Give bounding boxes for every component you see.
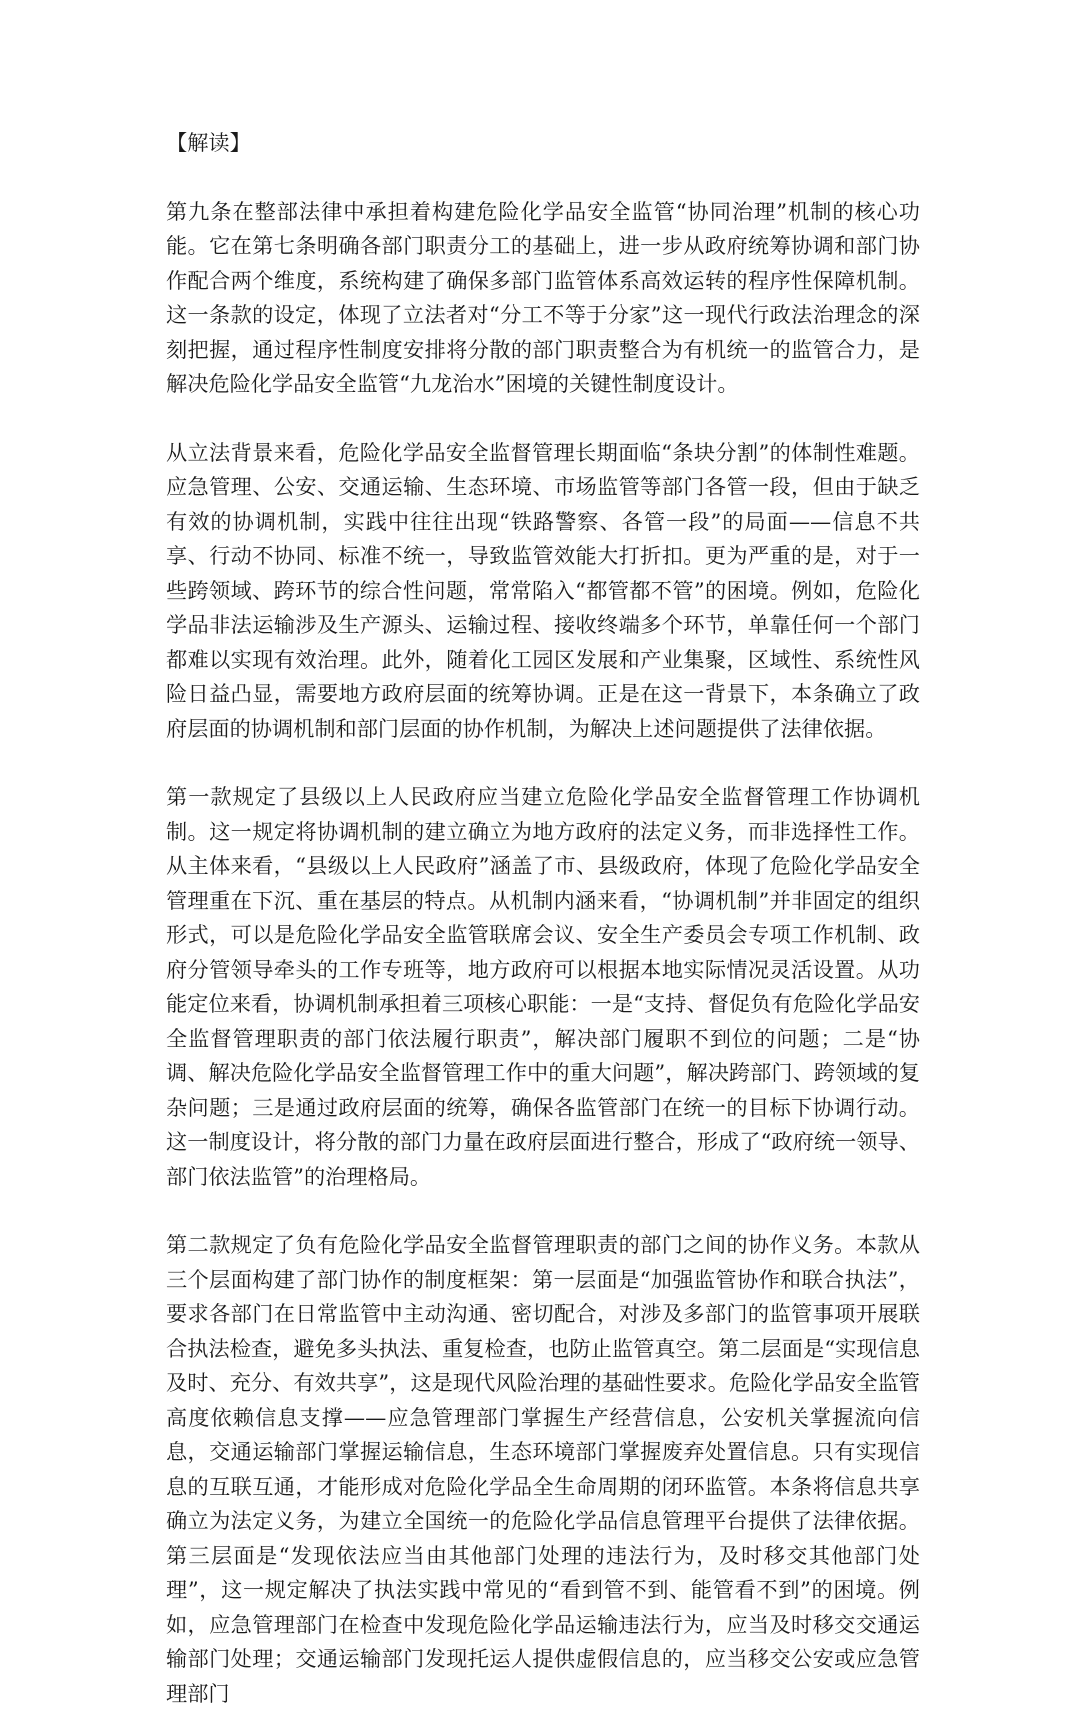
document-body xyxy=(166,126,920,1711)
paragraph-3: 第一款规定了县级以上人民政府应当建立危险化学品安全监督管理工作协调机制。这一规定将协调机制的建立确立为地方政府的法定义务，而非选择性工作。从主体来看，“县级以上人民政府”涵盖了市、县级政府，体现了危险化学品安全管理重在下沉、重在基层的特点。从机制内涵来看，“协调机制”并非固定的组织形式，可以是危险化学品安全监管联席会议、安全生产委员会专项工作机制、政府分管领导牵头的工作专班等，地方政府可以根据本地实际情况灵活设置。从功能定位来看，协调机制承担着三项核心职能：一是“支持、督促负有危险化学品安全监督管理职责的部门依法履行职责”，解决部门履职不到位的问题；二是“协调、解决危险化学品安全监督管理工作中的重大问题”，解决跨部门、跨领域的复杂问题；三是通过政府层面的统筹，确保各监管部门在统一的目标下协调行动。这一制度设计，将分散的部门力量在政府层面进行整合，形成了“政府统一领导、部门依法监管”的治理格局。 xyxy=(166,784,920,1189)
paragraph-4: 第二款规定了负有危险化学品安全监督管理职责的部门之间的协作义务。本款从三个层面构建了部门协作的制度框架：第一层面是“加强监管协作和联合执法”，要求各部门在日常监管中主动沟通、密切配合，对涉及多部门的监管事项开展联合执法检查，避免多头执法、重复检查，也防止监管真空。第二层面是“实现信息及时、充分、有效共享”，这是现代风险治理的基础性要求。危险化学品安全监管高度依赖信息支撑——应急管理部门掌握生产经营信息，公安机关掌握流向信息，交通运输部门掌握运输信息，生态环境部门掌握废弃处置信息。只有实现信息的互联互通，才能形成对危险化学品全生命周期的闭环监管。本条将信息共享确立为法定义务，为建立全国统一的危险化学品信息管理平台提供了法律依据。第三层面是“发现依法应当由其他部门处理的违法行为，及时移交其他部门处理”，这一规定解决了执法实践中常见的“看到管不到、能管看不到”的困境。例如，应急管理部门在检查中发现危险化学品运输违法行为，应当及时移交交通运输部门处理；交通运输部门发现托运人提供虚假信息的，应当移交公安或应急管理部门 xyxy=(166,1232,920,1706)
paragraph-2: 从立法背景来看，危险化学品安全监督管理长期面临“条块分割”的体制性难题。应急管理、公安、交通运输、生态环境、市场监管等部门各管一段，但由于缺乏有效的协调机制，实践中往往出现“铁路警察、各管一段”的局面——信息不共享、行动不协同、标准不统一，导致监管效能大打折扣。更为严重的是，对于一些跨领域、跨环节的综合性问题，常常陷入“都管都不管”的困境。例如，危险化学品非法运输涉及生产源头、运输过程、接收终端多个环节，单靠任何一个部门都难以实现有效治理。此外，随着化工园区发展和产业集聚，区域性、系统性风险日益凸显，需要地方政府层面的统筹协调。正是在这一背景下，本条确立了政府层面的协调机制和部门层面的协作机制，为解决上述问题提供了法律依据。 xyxy=(166,439,920,741)
section-heading: 【解读】 xyxy=(166,130,251,155)
paragraph-1: 第九条在整部法律中承担着构建危险化学品安全监管“协同治理”机制的核心功能。它在第七条明确各部门职责分工的基础上，进一步从政府统筹协调和部门协作配合两个维度，系统构建了确保多部门监管体系高效运转的程序性保障机制。这一条款的设定，体现了立法者对“分工不等于分家”这一现代行政法治理念的深刻把握，通过程序性制度安排将分散的部门职责整合为有机统一的监管合力，是解决危险化学品安全监管“九龙治水”困境的关键性制度设计。 xyxy=(166,198,920,396)
